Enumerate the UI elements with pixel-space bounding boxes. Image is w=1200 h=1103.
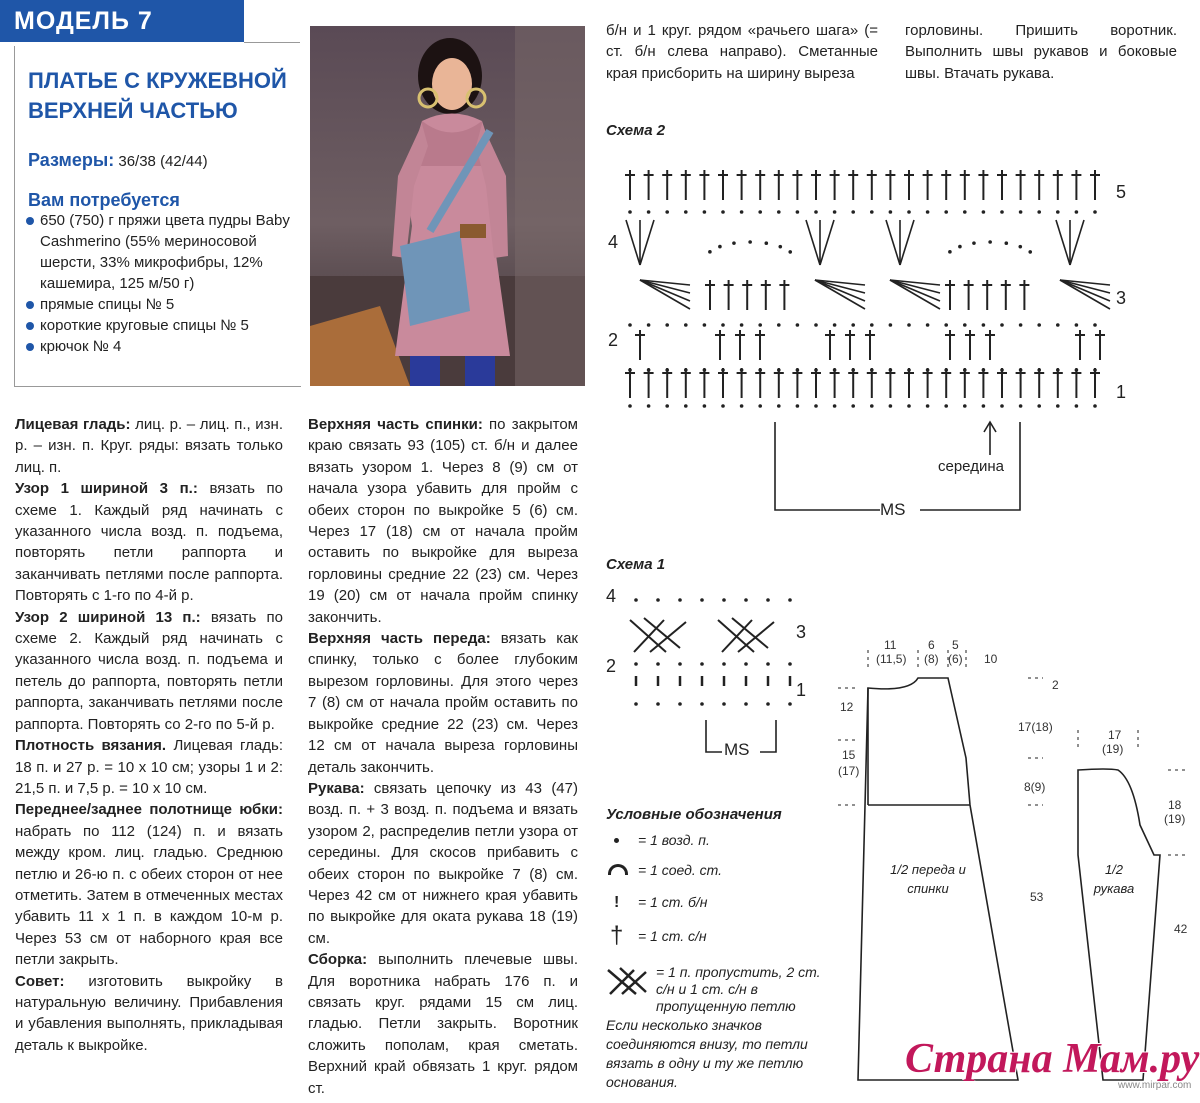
- stitch-symbol: [1056, 210, 1060, 214]
- stitch-symbol: [665, 323, 669, 327]
- stitch-symbol: [703, 210, 707, 214]
- stitch-symbol: [684, 210, 688, 214]
- front-back-label: 1/2 переда и спинки: [890, 862, 966, 896]
- text-column-4: горловины. Пришить воротник. Выполнить швы рукавов и боковые швы. Втачать рукава.: [905, 22, 1177, 82]
- paragraph-text: вязать как спинку, только с более глубоким вырезом горловины. Для этого через 7 (8) см от начала пройм оставить по выкройке средние 22 (23) см. Через 12 см от начала выреза горловины деталь закончить.: [308, 630, 578, 776]
- stitch-symbol: [851, 210, 855, 214]
- stitch-symbol: [820, 220, 834, 265]
- stitch-symbol: [814, 210, 818, 214]
- stitch-symbol: [1070, 220, 1084, 265]
- stitch-symbol: [1018, 245, 1022, 249]
- stitch-symbol: [1019, 210, 1023, 214]
- stitch-symbol: [777, 210, 781, 214]
- stitch-symbol: [796, 210, 800, 214]
- stitch-symbol: [886, 220, 900, 265]
- stitch-symbol: [870, 404, 874, 408]
- stitch-symbol: [665, 210, 669, 214]
- stitch-symbol: [778, 245, 782, 249]
- legend-text: = 1 п. пропустить, 2 ст. с/н и 1 ст. с/н в пропущенную петлю: [656, 964, 821, 1014]
- dimension-label: 17: [1108, 728, 1122, 742]
- legend-item: [606, 892, 836, 924]
- stitch-symbol: [766, 662, 770, 666]
- text-column-2: [308, 414, 578, 1099]
- legend-item: [606, 830, 836, 860]
- stitch-symbol: [721, 323, 725, 327]
- stitch-symbol: [907, 404, 911, 408]
- stitch-symbol: [1075, 210, 1079, 214]
- stitch-symbol: [721, 210, 725, 214]
- stitch-symbol: [1037, 323, 1041, 327]
- stitch-symbol: [766, 598, 770, 602]
- stitch-symbol: [740, 323, 744, 327]
- single-crochet-icon: !: [614, 894, 620, 911]
- legend-text: = 1 ст. с/н: [638, 928, 707, 944]
- stitch-symbol: [748, 240, 752, 244]
- dimension-label: 53: [1030, 890, 1044, 904]
- paragraph: [308, 949, 578, 1099]
- stitch-symbol: [907, 323, 911, 327]
- stitch-symbol: [788, 662, 792, 666]
- stitch-symbol: [1019, 323, 1023, 327]
- stitch-symbol: [963, 323, 967, 327]
- scheme-row-label: 5: [1116, 182, 1127, 202]
- paragraph: [15, 735, 283, 799]
- stitch-symbol: [806, 220, 820, 265]
- stitch-symbol: [788, 702, 792, 706]
- dimension-label: (8): [924, 652, 939, 666]
- crossed-stitch-icon: [606, 966, 650, 996]
- stitch-symbol: [1056, 404, 1060, 408]
- chain-stitch-icon: [614, 838, 619, 843]
- stitch-symbol: [788, 250, 792, 254]
- stitch-symbol: [721, 404, 725, 408]
- dimension-label: (19): [1164, 812, 1186, 826]
- stitch-symbol: [1019, 404, 1023, 408]
- stitch-symbol: [678, 662, 682, 666]
- stitch-symbol: [722, 662, 726, 666]
- stitch-symbol: [718, 245, 722, 249]
- stitch-symbol: [944, 323, 948, 327]
- stitch-symbol: [1000, 210, 1004, 214]
- dimension-label: (6): [948, 652, 963, 666]
- stitch-symbol: [926, 404, 930, 408]
- stitch-symbol: [634, 662, 638, 666]
- paragraph-text: связать цепочку из 43 (47) возд. п. + 3 возд. п. подъема и вязать узором 2, распределив петли узора от середины. Для скосов прибавить с обеих сторон по выкройке 7 (8) см. Через 42 см от нижнего края убавить по выкройке для оката рукава 18 (19) см.: [308, 779, 578, 947]
- sleeve-label: 1/2 рукава: [1093, 862, 1135, 896]
- legend-note: Если несколько значков соединяются внизу, то петли вязать в одну и ту же петлю основания.: [606, 1017, 808, 1090]
- dimension-label: 17(18): [1018, 720, 1053, 734]
- stitch-symbol: [777, 404, 781, 408]
- stitch-symbol: [870, 323, 874, 327]
- stitch-symbol: [700, 662, 704, 666]
- stitch-symbol: [988, 240, 992, 244]
- legend-item: [606, 924, 836, 962]
- dimension-label: 5: [952, 638, 959, 652]
- paragraph-heading: Сборка:: [308, 951, 368, 969]
- stitch-symbol: [777, 323, 781, 327]
- paragraph-text: вязать по схеме 2. Каждый ряд начинать с указанного числа возд. п. подъема и петель до раппорта, повторять петли раппорта, заканчивать петлями после раппорта. Повторять со 2-го по 5-й р.: [15, 608, 283, 733]
- stitch-symbol: [628, 404, 632, 408]
- paragraph-text: набрать по 112 (124) п. и вязать между кром. лиц. гладью. Среднюю петлю и 26-ю п. с обеих сторон от нее отметить. Затем в отмеченных местах убавить 11 х 1 п. в каждом 10-м р. Через 53 см от наборного края все петли закрыть.: [15, 822, 283, 969]
- stitch-symbol: [788, 598, 792, 602]
- stitch-symbol: [958, 245, 962, 249]
- stitch-symbol: [1075, 323, 1079, 327]
- stitch-symbol: [963, 210, 967, 214]
- stitch-symbol: [628, 323, 632, 327]
- stitch-symbol: [1005, 241, 1009, 245]
- stitch-symbol: [963, 404, 967, 408]
- scheme-2-diagram: [600, 160, 1140, 530]
- paragraph: [15, 478, 283, 606]
- paragraph-text: по закрытом краю связать 93 (105) ст. б/н и далее вязать узором 1. Через 8 (9) см от начала узора убавить для пройм с обеих сторон по выкройке 5 (6) см. Через 17 (18) см от начала пройм оставить по выкройке для выреза горловины средние 22 (23) см. Через 19 (20) см от начала пройм спинку закончить.: [308, 416, 578, 626]
- stitch-symbol: [684, 323, 688, 327]
- stitch-symbol: [647, 323, 651, 327]
- dimension-label: 6: [928, 638, 935, 652]
- stitch-symbol: [740, 404, 744, 408]
- legend-heading: Условные обозначения: [606, 806, 782, 823]
- stitch-symbol: [907, 210, 911, 214]
- paragraph: [308, 628, 578, 778]
- stitch-symbol: [1037, 404, 1041, 408]
- list-item: короткие круговые спицы № 5: [24, 315, 292, 336]
- stitch-symbol: [678, 702, 682, 706]
- dimension-label: 15: [842, 748, 856, 762]
- list-item: прямые спицы № 5: [24, 294, 292, 315]
- stitch-symbol: [889, 210, 893, 214]
- scheme-row-label: 2: [606, 656, 617, 676]
- dimension-label: (17): [838, 764, 860, 778]
- sizes-label: Размеры:: [28, 150, 115, 170]
- paragraph-text: лиц. р. – лиц. п., изн. р. – изн. п. Круг. ряды: вязать только лиц. п.: [15, 416, 283, 476]
- stitch-symbol: [634, 598, 638, 602]
- stitch-symbol: [900, 220, 914, 265]
- stitch-symbol: [744, 662, 748, 666]
- paragraph-heading: Узор 1 шириной 3 п.:: [15, 480, 198, 498]
- stitch-symbol: [926, 323, 930, 327]
- legend: [606, 830, 836, 1092]
- paragraph-heading: Узор 2 шириной 13 п.:: [15, 608, 201, 626]
- legend-item: [606, 962, 836, 1016]
- dimension-label: 10: [984, 652, 998, 666]
- paragraph: [15, 799, 283, 970]
- dimension-label: (11,5): [876, 652, 907, 666]
- stitch-symbol: [1000, 404, 1004, 408]
- scheme-row-label: 2: [608, 330, 619, 350]
- stitch-symbol: [744, 598, 748, 602]
- ms-label: MS: [880, 500, 906, 519]
- paragraph-text: изготовить выкройку в натуральную величину. Прибавления и убавления выполнять, прикладывая деталь к выкройке.: [15, 972, 283, 1054]
- pattern-drawing: [838, 630, 1200, 1098]
- scheme-row-label: 3: [796, 622, 807, 642]
- site-url: www.mirpar.com: [1118, 1080, 1192, 1091]
- dimension-label: 18: [1168, 798, 1182, 812]
- stitch-symbol: [944, 210, 948, 214]
- paragraph-heading: Лицевая гладь:: [15, 416, 131, 433]
- stitch-symbol: [972, 241, 976, 245]
- stitch-symbol: [814, 404, 818, 408]
- stitch-symbol: [665, 404, 669, 408]
- double-crochet-icon: †: [610, 922, 624, 949]
- materials-list: [24, 210, 292, 357]
- stitch-symbol: [656, 662, 660, 666]
- stitch-symbol: [982, 210, 986, 214]
- stitch-symbol: [758, 323, 762, 327]
- dimension-label: 12: [840, 700, 854, 714]
- stitch-symbol: [703, 404, 707, 408]
- sizes-value: 36/38 (42/44): [118, 153, 208, 170]
- scheme-2-label: Схема 2: [606, 122, 666, 139]
- stitch-symbol: [656, 702, 660, 706]
- stitch-symbol: [722, 598, 726, 602]
- paragraph: [15, 971, 283, 1057]
- stitch-symbol: [744, 702, 748, 706]
- legend-text: = 1 соед. ст.: [638, 862, 723, 878]
- stitch-symbol: [700, 702, 704, 706]
- stitch-symbol: [758, 404, 762, 408]
- scheme-row-label: 4: [606, 586, 617, 606]
- ms-label: MS: [724, 740, 750, 759]
- stitch-symbol: [1093, 404, 1097, 408]
- stitch-symbol: [684, 404, 688, 408]
- stitch-symbol: [647, 210, 651, 214]
- stitch-symbol: [626, 220, 640, 265]
- list-item: 650 (750) г пряжи цвета пудры Baby Cashmerino (55% мериносовой шерсти, 33% микрофибры, 12% кашемира, 125 м/50 г): [24, 210, 292, 294]
- stitch-symbol: [640, 220, 654, 265]
- text-column-3: б/н и 1 круг. рядом «рачьего шага» (= ст. б/н слева направо). Сметанные края присборить на ширину выреза: [606, 22, 878, 82]
- paragraph-text: Лицевая гладь: 18 п. и 27 р. = 10 х 10 см; узоры 1 и 2: 21,5 п. и 7,5 р. = 10 х 10 см.: [15, 737, 284, 797]
- title-line-1: ПЛАТЬЕ С КРУЖЕВНОЙ: [28, 68, 287, 93]
- scheme-row-label: 1: [796, 680, 807, 700]
- stitch-symbol: [703, 323, 707, 327]
- stitch-symbol: [766, 702, 770, 706]
- stitch-symbol: [656, 598, 660, 602]
- legend-text: = 1 ст. б/н: [638, 894, 708, 910]
- paragraph-text: выполнить плечевые швы. Для воротника набрать 176 п. и связать круг. рядами 15 см лиц. гладью. Петли закрыть. Воротник сложить пополам, края сметать. Верхний край обвязать 1 круг. рядом ст.: [308, 951, 578, 1097]
- stitch-symbol: [647, 404, 651, 408]
- stitch-symbol: [851, 404, 855, 408]
- paragraph: [308, 414, 578, 628]
- stitch-symbol: [758, 210, 762, 214]
- page-title: [28, 66, 288, 126]
- stitch-symbol: [732, 241, 736, 245]
- stitch-symbol: [1093, 323, 1097, 327]
- model-header: МОДЕЛЬ 7: [0, 0, 244, 42]
- stitch-symbol: [851, 323, 855, 327]
- stitch-symbol: [630, 618, 686, 652]
- stitch-symbol: [889, 404, 893, 408]
- paragraph-heading: Рукава:: [308, 779, 365, 797]
- paragraph: [15, 414, 283, 478]
- dimension-label: (19): [1102, 742, 1124, 756]
- dimension-label: 2: [1052, 678, 1059, 692]
- stitch-symbol: [708, 250, 712, 254]
- stitch-symbol: [1028, 250, 1032, 254]
- paragraph: [308, 778, 578, 949]
- stitch-symbol: [700, 598, 704, 602]
- stitch-symbol: [833, 323, 837, 327]
- paragraph-heading: Совет:: [15, 972, 65, 990]
- stitch-symbol: [870, 210, 874, 214]
- scheme-row-label: 4: [608, 232, 619, 252]
- stitch-symbol: [814, 323, 818, 327]
- title-line-2: ВЕРХНЕЙ ЧАСТЬЮ: [28, 98, 238, 123]
- stitch-symbol: [926, 210, 930, 214]
- legend-item: [606, 860, 836, 892]
- stitch-symbol: [982, 323, 986, 327]
- stitch-symbol: [1075, 404, 1079, 408]
- paragraph-heading: Верхняя часть переда:: [308, 630, 491, 648]
- stitch-symbol: [1037, 210, 1041, 214]
- sizes: [28, 150, 208, 171]
- stitch-symbol: [718, 618, 774, 652]
- stitch-symbol: [833, 404, 837, 408]
- stitch-symbol: [1056, 220, 1070, 265]
- dimension-label: 8(9): [1024, 780, 1046, 794]
- paragraph-text: вязать по схеме 1. Каждый ряд начинать с указанного числа возд. п. подъема, повторять петли раппорта и заканчивать петлями после раппорта. Повторять с 1-го по 4-й р.: [15, 480, 283, 605]
- middle-label: середина: [938, 458, 1004, 475]
- stitch-symbol: [634, 702, 638, 706]
- stitch-symbol: [833, 210, 837, 214]
- stitch-symbol: [1000, 323, 1004, 327]
- model-photo: [310, 26, 585, 386]
- materials-heading: Вам потребуется: [28, 190, 180, 210]
- paragraph-heading: Переднее/заднее полотнище юбки:: [15, 801, 283, 819]
- stitch-symbol: [765, 241, 769, 245]
- stitch-symbol: [628, 210, 632, 214]
- list-item: крючок № 4: [24, 336, 292, 357]
- stitch-symbol: [740, 210, 744, 214]
- paragraph-heading: Верхняя часть спинки:: [308, 416, 483, 433]
- paragraph-heading: Плотность вязания.: [15, 737, 167, 755]
- divider: [244, 42, 300, 43]
- slip-stitch-icon: [608, 864, 628, 875]
- stitch-symbol: [796, 404, 800, 408]
- stitch-symbol: [982, 404, 986, 408]
- stitch-symbol: [722, 702, 726, 706]
- stitch-symbol: [678, 598, 682, 602]
- scheme-1-diagram: [600, 580, 830, 770]
- stitch-symbol: [889, 323, 893, 327]
- dimension-label: 11: [884, 638, 897, 652]
- scheme-row-label: 1: [1116, 382, 1127, 402]
- dimension-label: 42: [1174, 922, 1188, 936]
- paragraph: [15, 607, 283, 735]
- text-column-1: [15, 414, 283, 1056]
- legend-text: = 1 возд. п.: [638, 832, 710, 848]
- scheme-1-label: Схема 1: [606, 556, 666, 573]
- stitch-symbol: [948, 250, 952, 254]
- stitch-symbol: [1093, 210, 1097, 214]
- scheme-row-label: 3: [1116, 288, 1127, 308]
- stitch-symbol: [944, 404, 948, 408]
- site-logo: Страна Мам.ру: [905, 1036, 1200, 1082]
- stitch-symbol: [796, 323, 800, 327]
- stitch-symbol: [1056, 323, 1060, 327]
